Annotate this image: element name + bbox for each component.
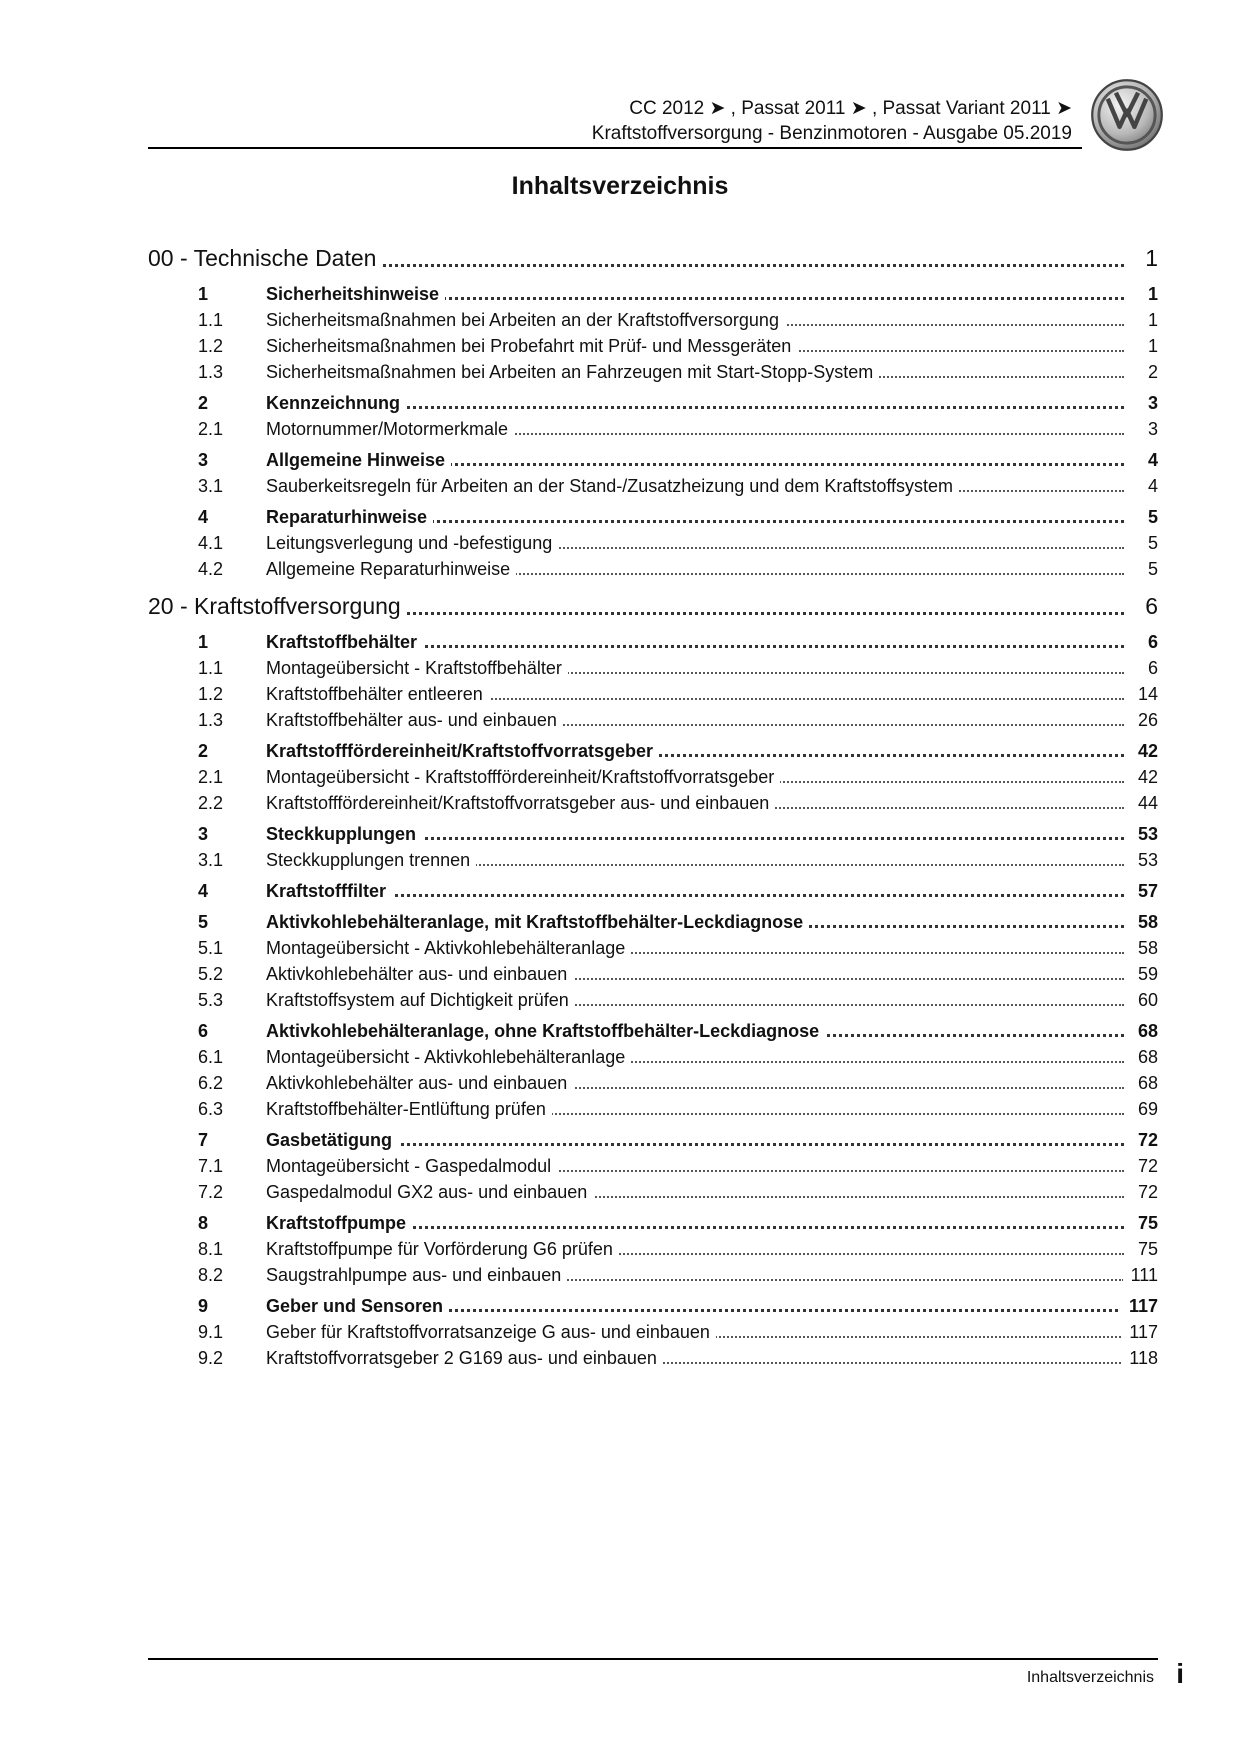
toc-entry-page: 6 — [1140, 629, 1158, 655]
table-of-contents — [148, 240, 1158, 1371]
page-header — [150, 96, 1072, 146]
toc-entry-number: 1.1 — [198, 307, 268, 333]
toc-entry-label: Sicherheitsmaßnahmen bei Arbeiten an der Kraftstoffversorgung — [266, 307, 785, 333]
toc-entry-page: 3 — [1140, 390, 1158, 416]
toc-entry-label: Kraftstoffbehälter-Entlüftung prüfen — [266, 1096, 552, 1122]
toc-entry-sub[interactable] — [148, 1179, 1158, 1205]
toc-entry-label: Gaspedalmodul GX2 aus- und einbauen — [266, 1179, 593, 1205]
toc-entry-number: 3 — [198, 821, 268, 847]
toc-entry-page: 1 — [1140, 281, 1158, 307]
header-divider — [148, 147, 1082, 149]
toc-entry-label: Allgemeine Reparaturhinweise — [266, 556, 516, 582]
toc-entry-page: 68 — [1130, 1044, 1158, 1070]
toc-entry-label: Sicherheitsmaßnahmen bei Probefahrt mit Prüf- und Messgeräten — [266, 333, 797, 359]
toc-entry-page: 42 — [1130, 738, 1158, 764]
toc-entry-sub[interactable] — [148, 1044, 1158, 1070]
toc-entry-number: 9 — [198, 1293, 268, 1319]
toc-entry-section[interactable] — [148, 878, 1158, 904]
toc-entry-page: 72 — [1130, 1127, 1158, 1153]
toc-entry-section[interactable] — [148, 281, 1158, 307]
toc-entry-section[interactable] — [148, 390, 1158, 416]
toc-entry-section[interactable] — [148, 821, 1158, 847]
toc-entry-page: 111 — [1123, 1262, 1158, 1288]
toc-entry-page: 6 — [1137, 588, 1158, 624]
toc-entry-page: 1 — [1140, 333, 1158, 359]
toc-entry-section[interactable] — [148, 1210, 1158, 1236]
toc-entry-label: Kraftstoffbehälter aus- und einbauen — [266, 707, 563, 733]
toc-entry-sub[interactable] — [148, 1236, 1158, 1262]
toc-entry-label: Aktivkohlebehälter aus- und einbauen — [266, 1070, 573, 1096]
toc-entry-number: 5.2 — [198, 961, 268, 987]
toc-entry-page: 117 — [1121, 1293, 1158, 1319]
toc-entry-label: Sicherheitshinweise — [266, 281, 445, 307]
toc-entry-page: 69 — [1130, 1096, 1158, 1122]
toc-entry-sub[interactable] — [148, 473, 1158, 499]
toc-entry-page: 117 — [1121, 1319, 1158, 1345]
toc-entry-number: 7 — [198, 1127, 268, 1153]
toc-entry-number: 1.2 — [198, 681, 268, 707]
toc-entry-label: Montageübersicht - Kraftstoffbehälter — [266, 655, 568, 681]
toc-entry-page: 60 — [1130, 987, 1158, 1013]
toc-entry-page: 5 — [1140, 556, 1158, 582]
toc-entry-page: 59 — [1130, 961, 1158, 987]
toc-entry-number: 9.1 — [198, 1319, 268, 1345]
toc-entry-label: Kennzeichnung — [266, 390, 406, 416]
toc-entry-number: 4.2 — [198, 556, 268, 582]
toc-entry-label: Geber und Sensoren — [266, 1293, 449, 1319]
toc-entry-section[interactable] — [148, 629, 1158, 655]
toc-entry-number: 6.3 — [198, 1096, 268, 1122]
toc-entry-number: 3.1 — [198, 847, 268, 873]
toc-entry-number: 5 — [198, 909, 268, 935]
toc-entry-page: 4 — [1140, 473, 1158, 499]
toc-entry-label: Steckkupplungen trennen — [266, 847, 476, 873]
toc-entry-number: 1.3 — [198, 707, 268, 733]
toc-entry-number: 9.2 — [198, 1345, 268, 1371]
toc-entry-page: 75 — [1130, 1236, 1158, 1262]
footer-divider — [148, 1658, 1158, 1660]
toc-entry-label: Kraftstofffilter — [266, 878, 392, 904]
toc-entry-number: 2.2 — [198, 790, 268, 816]
toc-entry-page: 2 — [1140, 359, 1158, 385]
toc-entry-label: Montageübersicht - Aktivkohlebehälteranlage — [266, 1044, 631, 1070]
toc-entry-label: Kraftstoffbehälter entleeren — [266, 681, 489, 707]
toc-entry-sub[interactable] — [148, 847, 1158, 873]
toc-entry-label: Montageübersicht - Aktivkohlebehälteranlage — [266, 935, 631, 961]
toc-entry-page: 58 — [1130, 909, 1158, 935]
toc-entry-number: 4.1 — [198, 530, 268, 556]
toc-entry-label: Kraftstoffpumpe — [266, 1210, 412, 1236]
toc-entry-sub[interactable] — [148, 935, 1158, 961]
toc-entry-page: 4 — [1140, 447, 1158, 473]
toc-entry-page: 72 — [1130, 1153, 1158, 1179]
toc-entry-page: 26 — [1130, 707, 1158, 733]
toc-entry-page: 118 — [1121, 1345, 1158, 1371]
toc-entry-label: Kraftstofffördereinheit/Kraftstoffvorratsgeber aus- und einbauen — [266, 790, 775, 816]
toc-entry-label: Montageübersicht - Kraftstofffördereinheit/Kraftstoffvorratsgeber — [266, 764, 780, 790]
toc-entry-label: Allgemeine Hinweise — [266, 447, 451, 473]
toc-entry-label: Sicherheitsmaßnahmen bei Arbeiten an Fahrzeugen mit Start-Stopp-System — [266, 359, 879, 385]
toc-entry-section[interactable] — [148, 1293, 1158, 1319]
toc-entry-label: Kraftstoffbehälter — [266, 629, 423, 655]
toc-entry-sub[interactable] — [148, 1096, 1158, 1122]
toc-entry-number: 3.1 — [198, 473, 268, 499]
toc-entry-page: 5 — [1140, 504, 1158, 530]
toc-entry-number: 7.2 — [198, 1179, 268, 1205]
toc-entry-sub[interactable] — [148, 1345, 1158, 1371]
toc-entry-page: 72 — [1130, 1179, 1158, 1205]
toc-entry-number: 1 — [198, 629, 268, 655]
toc-entry-number: 1.2 — [198, 333, 268, 359]
toc-entry-number: 1 — [198, 281, 268, 307]
toc-dot-leader — [268, 894, 1124, 897]
toc-entry-number: 8.2 — [198, 1262, 268, 1288]
toc-entry-sub[interactable] — [148, 961, 1158, 987]
toc-entry-label: Gasbetätigung — [266, 1127, 398, 1153]
toc-entry-number: 5.3 — [198, 987, 268, 1013]
toc-entry-sub[interactable] — [148, 987, 1158, 1013]
toc-entry-label: Aktivkohlebehälteranlage, mit Kraftstoffbehälter-Leckdiagnose — [266, 909, 809, 935]
toc-entry-label: Kraftstofffördereinheit/Kraftstoffvorratsgeber — [266, 738, 659, 764]
toc-entry-sub[interactable] — [148, 764, 1158, 790]
toc-entry-label: Saugstrahlpumpe aus- und einbauen — [266, 1262, 567, 1288]
toc-entry-chapter[interactable] — [148, 240, 1158, 276]
toc-entry-label: Aktivkohlebehälteranlage, ohne Kraftstoffbehälter-Leckdiagnose — [266, 1018, 825, 1044]
toc-entry-number: 5.1 — [198, 935, 268, 961]
toc-entry-number: 2 — [198, 390, 268, 416]
toc-entry-page: 68 — [1130, 1070, 1158, 1096]
toc-entry-sub[interactable] — [148, 307, 1158, 333]
toc-entry-section[interactable] — [148, 1018, 1158, 1044]
toc-entry-sub[interactable] — [148, 1070, 1158, 1096]
toc-entry-page: 53 — [1130, 821, 1158, 847]
toc-entry-number: 1.1 — [198, 655, 268, 681]
toc-entry-sub[interactable] — [148, 655, 1158, 681]
toc-entry-sub[interactable] — [148, 333, 1158, 359]
toc-entry-sub[interactable] — [148, 1153, 1158, 1179]
toc-entry-number: 6.1 — [198, 1044, 268, 1070]
toc-entry-sub[interactable] — [148, 556, 1158, 582]
toc-entry-number: 8.1 — [198, 1236, 268, 1262]
toc-entry-number: 8 — [198, 1210, 268, 1236]
toc-entry-page: 57 — [1130, 878, 1158, 904]
toc-entry-page: 1 — [1137, 240, 1158, 276]
toc-entry-label: Leitungsverlegung und -befestigung — [266, 530, 558, 556]
toc-entry-sub[interactable] — [148, 707, 1158, 733]
vw-logo-icon — [1090, 78, 1164, 152]
toc-entry-section[interactable] — [148, 738, 1158, 764]
toc-entry-page: 53 — [1130, 847, 1158, 873]
toc-entry-label: Motornummer/Motormerkmale — [266, 416, 514, 442]
toc-entry-section[interactable] — [148, 1127, 1158, 1153]
toc-entry-number: 2.1 — [198, 764, 268, 790]
toc-entry-number: 6 — [198, 1018, 268, 1044]
toc-entry-page: 75 — [1130, 1210, 1158, 1236]
header-vehicle-models: CC 2012 ➤ , Passat 2011 ➤ , Passat Variant 2011 ➤ — [629, 98, 1072, 119]
toc-entry-sub[interactable] — [148, 359, 1158, 385]
toc-entry-page: 14 — [1130, 681, 1158, 707]
toc-entry-sub[interactable] — [148, 790, 1158, 816]
toc-entry-label: Aktivkohlebehälter aus- und einbauen — [266, 961, 573, 987]
toc-entry-number: 6.2 — [198, 1070, 268, 1096]
toc-entry-sub[interactable] — [148, 530, 1158, 556]
toc-entry-section[interactable] — [148, 909, 1158, 935]
toc-entry-label: 20 - Kraftstoffversorgung — [148, 588, 407, 624]
toc-entry-label: Reparaturhinweise — [266, 504, 433, 530]
header-manual-title: Kraftstoffversorgung - Benzinmotoren - Ausgabe 05.2019 — [591, 123, 1072, 144]
toc-entry-page: 6 — [1140, 655, 1158, 681]
toc-entry-number: 3 — [198, 447, 268, 473]
toc-entry-number: 2.1 — [198, 416, 268, 442]
toc-entry-number: 1.3 — [198, 359, 268, 385]
toc-entry-page: 44 — [1130, 790, 1158, 816]
toc-entry-page: 3 — [1140, 416, 1158, 442]
toc-entry-number: 7.1 — [198, 1153, 268, 1179]
toc-entry-sub[interactable] — [148, 681, 1158, 707]
toc-entry-chapter[interactable] — [148, 588, 1158, 624]
toc-entry-label: Kraftstoffpumpe für Vorförderung G6 prüfen — [266, 1236, 619, 1262]
toc-entry-page: 58 — [1130, 935, 1158, 961]
toc-entry-number: 4 — [198, 878, 268, 904]
footer-page-number: i — [1176, 1658, 1184, 1689]
toc-entry-number: 4 — [198, 504, 268, 530]
toc-entry-label: Montageübersicht - Gaspedalmodul — [266, 1153, 557, 1179]
toc-entry-label: Kraftstoffsystem auf Dichtigkeit prüfen — [266, 987, 575, 1013]
toc-entry-number: 2 — [198, 738, 268, 764]
toc-entry-label: Sauberkeitsregeln für Arbeiten an der Stand-/Zusatzheizung und dem Kraftstoffsystem — [266, 473, 959, 499]
toc-entry-sub[interactable] — [148, 1262, 1158, 1288]
toc-entry-label: Steckkupplungen — [266, 821, 422, 847]
toc-entry-page: 1 — [1140, 307, 1158, 333]
toc-entry-sub[interactable] — [148, 1319, 1158, 1345]
toc-entry-section[interactable] — [148, 504, 1158, 530]
toc-entry-sub[interactable] — [148, 416, 1158, 442]
toc-entry-section[interactable] — [148, 447, 1158, 473]
toc-entry-page: 68 — [1130, 1018, 1158, 1044]
toc-entry-page: 5 — [1140, 530, 1158, 556]
footer-label: Inhaltsverzeichnis — [1026, 1669, 1154, 1686]
page-title: Inhaltsverzeichnis — [511, 172, 729, 200]
toc-entry-label: 00 - Technische Daten — [148, 240, 382, 276]
toc-entry-page: 42 — [1130, 764, 1158, 790]
toc-entry-label: Kraftstoffvorratsgeber 2 G169 aus- und einbauen — [266, 1345, 663, 1371]
toc-entry-label: Geber für Kraftstoffvorratsanzeige G aus- und einbauen — [266, 1319, 716, 1345]
